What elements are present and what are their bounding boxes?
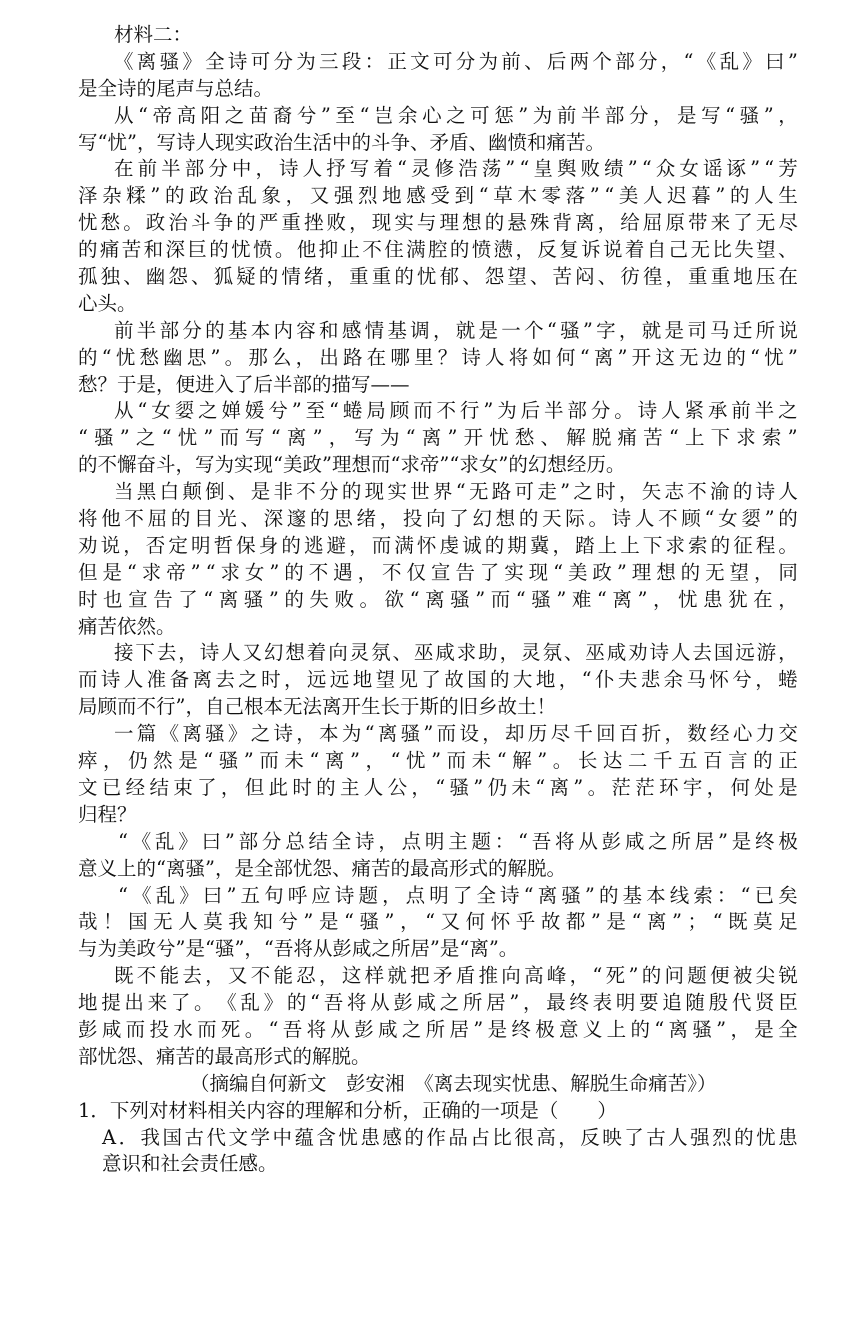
paragraph-line: 部忧怨、痛苦的最高形式的解脱。: [78, 1044, 371, 1068]
paragraph-line: “ 骚 ” 之 “ 忧 ” 而 写 “ 离 ” ， 写 为 “ 离 ” 开 忧 愁 、 解 脱 痛 苦 “ 上 下 求 索 ”: [78, 426, 798, 450]
paragraph-line: 是全诗的尾声与总结。: [78, 76, 274, 100]
paragraph-line: “ 《 乱 》 曰 ” 五 句 呼 应 诗 题 ， 点 明 了 全 诗 “ 离 骚 ” 的 基 本 线 索 ： “ 已 矣: [118, 883, 798, 907]
option-a-line-1[interactable]: A ． 我 国 古 代 文 学 中 蕴 含 忧 患 感 的 作 品 占 比 很 高 ， 反 映 了 古 人 强 烈 的 忧 患: [102, 1125, 798, 1149]
article-body: [78, 49, 798, 1071]
paragraph-line: 劝 说 ， 否 定 明 哲 保 身 的 逃 避 ， 而 满 怀 虔 诚 的 期 冀 ， 踏 上 上 下 求 索 的 征 程 。: [78, 533, 798, 557]
paragraph-line: 局顾而不行”，自己根本无法离开生长于斯的旧乡故土！: [78, 695, 556, 719]
paragraph-line: 的不懈奋斗，写为实现“美政”理想而“求帝”“求女”的幻想经历。: [78, 453, 626, 477]
paragraph-line: 瘁 ， 仍 然 是 “ 骚 ” 而 未 “ 离 ” ， “ 忧 ” 而 未 “ 解 ” 。 长 达 二 千 五 百 言 的 正: [78, 749, 798, 773]
paragraph-line: 的 痛 苦 和 深 巨 的 忧 愤 。 他 抑 止 不 住 满 腔 的 愤 懑 ， 反 复 诉 说 着 自 己 无 比 失 望 、: [78, 238, 798, 262]
paragraph-line: 时 也 宣 告 了 “ 离 骚 ” 的 失 败 。 欲 “ 离 骚 ” 而 “ 骚 ” 难 “ 离 ” ， 忧 患 犹 在 ，: [78, 587, 798, 611]
paragraph-line: 地 提 出 来 了 。 《 乱 》 的 “ 吾 将 从 彭 咸 之 所 居 ” ， 最 终 表 明 要 追 随 殷 代 贤 臣: [78, 991, 798, 1015]
paragraph-line: 泽 杂 糅 ” 的 政 治 乱 象 ， 又 强 烈 地 感 受 到 “ 草 木 零 落 ” “ 美 人 迟 暮 ” 的 人 生: [78, 184, 798, 208]
paragraph-line: 意义上的“离骚”，是全部忧怨、痛苦的最高形式的解脱。: [78, 856, 566, 880]
paragraph-line: “ 《 乱 》 曰 ” 部 分 总 结 全 诗 ， 点 明 主 题 ： “ 吾 将 从 彭 咸 之 所 居 ” 是 终 极: [118, 829, 798, 853]
source-citation: [78, 1071, 798, 1098]
material-heading-text: 材料二：: [114, 23, 193, 46]
source-citation-text: （摘编自何新文 彭安湘 《离去现实忧患、解脱生命痛苦》）: [190, 1071, 717, 1095]
paragraph-line: 既 不 能 去 ， 又 不 能 忍 ， 这 样 就 把 矛 盾 推 向 高 峰 ， “ 死 ” 的 问 题 便 被 尖 锐: [114, 964, 798, 988]
option-a-line-2-text: 意识和社会责任感。: [102, 1152, 278, 1176]
paragraph-line: 痛苦依然。: [78, 614, 176, 638]
paragraph-line: 在 前 半 部 分 中 ， 诗 人 抒 写 着 “ 灵 修 浩 荡 ” “ 皇 舆 败 绩 ” “ 众 女 谣 诼 ” “ 芳: [114, 157, 798, 181]
paragraph-line: 而 诗 人 准 备 离 去 之 时 ， 远 远 地 望 见 了 故 国 的 大 地 ， “ 仆 夫 悲 余 马 怀 兮 ， 蜷: [78, 668, 798, 692]
question-stem-text: 1．下列对材料相关内容的理解和分析，正确的一项是（ ）: [78, 1098, 617, 1122]
option-a-line-2[interactable]: [78, 1151, 798, 1178]
paragraph-line: 《 离 骚 》 全 诗 可 分 为 三 段 ： 正 文 可 分 为 前 、 后 两 个 部 分 ， “ 《 乱 》 曰 ”: [114, 49, 798, 73]
paragraph-line: 从 “ 帝 高 阳 之 苗 裔 兮 ” 至 “ 岂 余 心 之 可 惩 ” 为 前 半 部 分 ， 是 写 “ 骚 ” ，: [114, 103, 798, 127]
paragraph-line: 从 “ 女 媭 之 婵 媛 兮 ” 至 “ 蜷 局 顾 而 不 行 ” 为 后 半 部 分 。 诗 人 紧 承 前 半 之: [114, 399, 798, 423]
paragraph-line: 归程？: [78, 802, 137, 826]
question-stem: [78, 1098, 798, 1125]
paragraph-line: 哉 ！ 国 无 人 莫 我 知 兮 ” 是 “ 骚 ” ， “ 又 何 怀 乎 故 都 ” 是 “ 离 ” ； “ 既 莫 足: [78, 910, 798, 934]
paragraph-line: 忧 愁 。 政 治 斗 争 的 严 重 挫 败 ， 现 实 与 理 想 的 悬 殊 背 离 ， 给 屈 原 带 来 了 无 尽: [78, 211, 798, 235]
paragraph-line: 将 他 不 屈 的 目 光 、 深 邃 的 思 绪 ， 投 向 了 幻 想 的 天 际 。 诗 人 不 顾 “ 女 媭 ” 的: [78, 507, 798, 531]
paragraph-line: 与为美政兮”是“骚”，“吾将从彭咸之所居”是“离”。: [78, 937, 519, 961]
document-page: [78, 22, 798, 1178]
paragraph-line: 前 半 部 分 的 基 本 内 容 和 感 情 基 调 ， 就 是 一 个 “ 骚 ” 字 ， 就 是 司 马 迁 所 说: [114, 318, 798, 342]
paragraph-line: 当 黑 白 颠 倒 、 是 非 不 分 的 现 实 世 界 “ 无 路 可 走 ” 之 时 ， 矢 志 不 渝 的 诗 人: [114, 480, 798, 504]
paragraph-line: 愁？于是，便进入了后半部的描写——: [78, 372, 410, 396]
paragraph-line: 一 篇 《 离 骚 》 之 诗 ， 本 为 “ 离 骚 ” 而 设 ， 却 历 尽 千 回 百 折 ， 数 经 心 力 交: [114, 722, 798, 746]
paragraph-line: 接 下 去 ， 诗 人 又 幻 想 着 向 灵 氛 、 巫 咸 求 助 ， 灵 氛 、 巫 咸 劝 诗 人 去 国 远 游 ，: [114, 641, 798, 665]
paragraph-line: 心头。: [78, 291, 137, 315]
paragraph-line: 文 已 经 结 束 了 ， 但 此 时 的 主 人 公 ， “ 骚 ” 仍 未 “ 离 ” 。 茫 茫 环 宇 ， 何 处 是: [78, 775, 798, 799]
material-heading: [78, 22, 798, 49]
paragraph-line: 孤 独 、 幽 怨 、 狐 疑 的 情 绪 ， 重 重 的 忧 郁 、 怨 望 、 苦 闷 、 彷 徨 ， 重 重 地 压 在: [78, 265, 798, 289]
paragraph-line: 的 “ 忧 愁 幽 思 ” 。 那 么 ， 出 路 在 哪 里 ？ 诗 人 将 如 何 “ 离 ” 开 这 无 边 的 “ 忧 ”: [78, 345, 798, 369]
paragraph-line: 写“忧”，写诗人现实政治生活中的斗争、矛盾、幽愤和痛苦。: [78, 130, 605, 154]
paragraph-line: 彭 咸 而 投 水 而 死 。 “ 吾 将 从 彭 咸 之 所 居 ” 是 终 极 意 义 上 的 “ 离 骚 ” ， 是 全: [78, 1017, 798, 1041]
paragraph-line: 但 是 “ 求 帝 ” “ 求 女 ” 的 不 遇 ， 不 仅 宣 告 了 实 现 “ 美 政 ” 理 想 的 无 望 ， 同: [78, 560, 798, 584]
